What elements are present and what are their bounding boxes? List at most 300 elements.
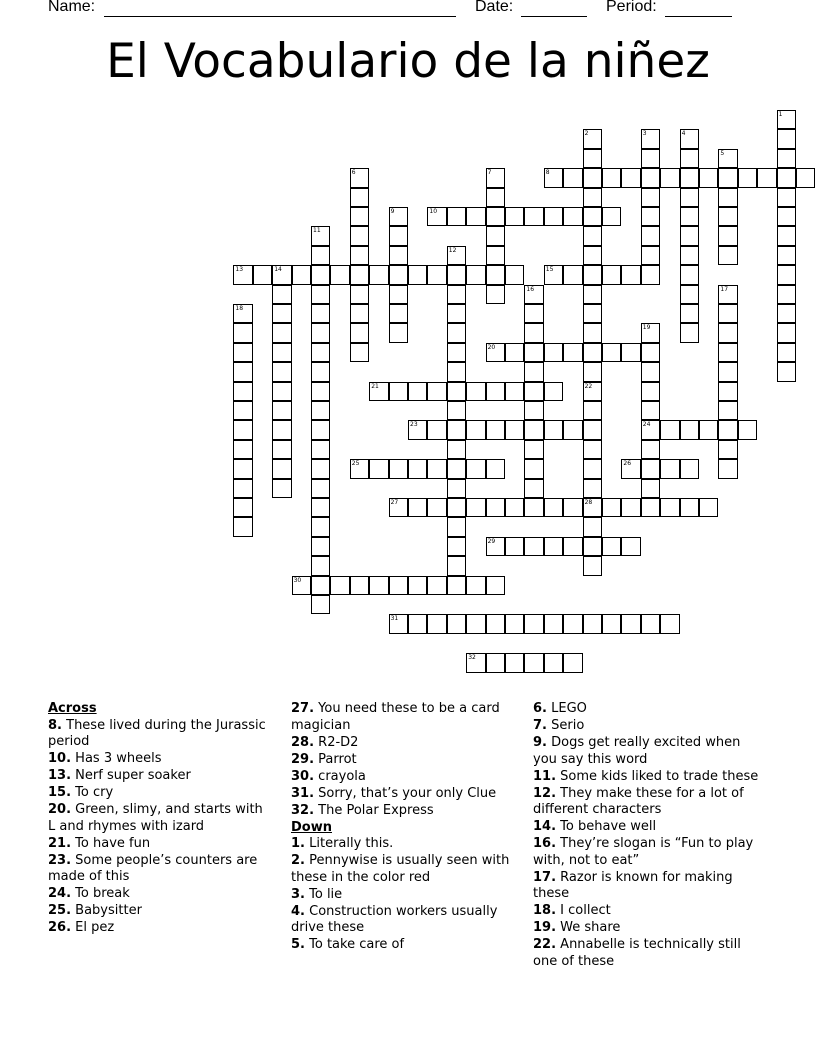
grid-cell[interactable]	[544, 537, 563, 556]
grid-cell[interactable]	[583, 304, 602, 323]
clue-number: 10	[429, 208, 438, 215]
grid-cell[interactable]	[602, 168, 621, 187]
grid-cell[interactable]	[777, 265, 796, 284]
grid-cell[interactable]	[524, 440, 543, 459]
grid-cell[interactable]	[718, 343, 737, 362]
grid-cell[interactable]	[583, 343, 602, 362]
grid-cell[interactable]	[233, 517, 252, 536]
grid-cell[interactable]	[311, 537, 330, 556]
grid-cell[interactable]	[311, 362, 330, 381]
grid-cell[interactable]	[350, 576, 369, 595]
grid-cell[interactable]	[621, 614, 640, 633]
grid-cell[interactable]	[486, 614, 505, 633]
grid-cell[interactable]	[311, 265, 330, 284]
grid-cell[interactable]	[660, 498, 679, 517]
down-clue	[291, 853, 516, 886]
grid-cell[interactable]	[272, 343, 291, 362]
clue-text: Sorry, that’s your only Clue	[318, 785, 497, 801]
grid-cell[interactable]	[680, 226, 699, 245]
grid-cell[interactable]	[738, 420, 757, 439]
clue-number: 13	[235, 266, 244, 274]
grid-cell[interactable]	[389, 304, 408, 323]
grid-cell[interactable]	[466, 498, 485, 517]
grid-cell[interactable]	[563, 168, 582, 187]
grid-cell[interactable]	[466, 207, 485, 226]
grid-cell[interactable]	[563, 653, 582, 672]
grid-cell[interactable]	[777, 149, 796, 168]
grid-cell[interactable]	[563, 265, 582, 284]
grid-cell[interactable]	[718, 168, 737, 187]
grid-cell[interactable]	[583, 479, 602, 498]
grid-cell[interactable]	[389, 382, 408, 401]
grid-cell[interactable]	[699, 420, 718, 439]
grid-cell[interactable]	[718, 226, 737, 245]
grid-cell[interactable]	[680, 304, 699, 323]
grid-cell[interactable]	[311, 576, 330, 595]
grid-cell[interactable]	[680, 168, 699, 187]
grid-cell[interactable]	[699, 168, 718, 187]
grid-cell[interactable]	[292, 265, 311, 284]
grid-cell[interactable]	[350, 188, 369, 207]
grid-cell[interactable]	[311, 517, 330, 536]
grid-cell[interactable]	[350, 304, 369, 323]
grid-cell[interactable]	[621, 498, 640, 517]
grid-cell[interactable]	[408, 382, 427, 401]
grid-cell[interactable]	[680, 265, 699, 284]
grid-cell[interactable]	[466, 265, 485, 284]
grid-cell[interactable]	[447, 498, 466, 517]
grid-cell[interactable]	[447, 537, 466, 556]
grid-cell[interactable]	[272, 401, 291, 420]
grid-cell[interactable]	[777, 362, 796, 381]
grid-cell[interactable]	[505, 343, 524, 362]
grid-cell[interactable]	[272, 382, 291, 401]
clue-text: crayola	[318, 768, 366, 784]
grid-cell[interactable]	[447, 285, 466, 304]
clue-text: Razor is known for making these	[533, 869, 733, 901]
down-clue	[533, 903, 768, 920]
grid-cell[interactable]	[660, 459, 679, 478]
grid-cell[interactable]	[447, 440, 466, 459]
grid-cell[interactable]	[641, 246, 660, 265]
grid-cell[interactable]	[660, 168, 679, 187]
grid-cell[interactable]	[272, 323, 291, 342]
grid-cell[interactable]	[389, 459, 408, 478]
grid-cell[interactable]	[524, 614, 543, 633]
grid-cell[interactable]	[389, 285, 408, 304]
grid-cell[interactable]	[369, 459, 388, 478]
grid-cell[interactable]	[233, 323, 252, 342]
grid-cell[interactable]	[680, 420, 699, 439]
clue-number-label: 23.	[48, 852, 72, 868]
grid-cell[interactable]	[583, 188, 602, 207]
grid-cell[interactable]	[447, 304, 466, 323]
grid-cell[interactable]	[524, 401, 543, 420]
grid-cell[interactable]	[447, 479, 466, 498]
grid-cell[interactable]	[505, 420, 524, 439]
grid-cell[interactable]	[583, 517, 602, 536]
clue-text: Annabelle is technically still one of these	[533, 937, 741, 969]
grid-cell[interactable]	[641, 188, 660, 207]
grid-cell[interactable]	[641, 614, 660, 633]
grid-cell[interactable]	[330, 576, 349, 595]
grid-cell[interactable]	[505, 265, 524, 284]
grid-cell[interactable]	[272, 440, 291, 459]
grid-cell[interactable]	[563, 498, 582, 517]
grid-cell[interactable]	[583, 149, 602, 168]
clue-text: We share	[560, 920, 621, 935]
grid-cell[interactable]	[486, 498, 505, 517]
grid-cell[interactable]	[486, 207, 505, 226]
page-title: El Vocabulario de la niñez	[106, 34, 710, 89]
grid-cell[interactable]	[583, 556, 602, 575]
grid-cell[interactable]	[233, 343, 252, 362]
grid-cell[interactable]	[389, 576, 408, 595]
clue-number: 21	[371, 382, 379, 390]
grid-cell[interactable]	[486, 246, 505, 265]
grid-cell[interactable]	[718, 188, 737, 207]
down-clue	[533, 920, 768, 937]
grid-cell[interactable]	[680, 188, 699, 207]
grid-cell[interactable]	[621, 343, 640, 362]
grid-cell[interactable]	[641, 498, 660, 517]
grid-cell[interactable]	[777, 226, 796, 245]
grid-cell[interactable]	[447, 265, 466, 284]
grid-cell[interactable]	[447, 459, 466, 478]
grid-cell[interactable]	[272, 420, 291, 439]
grid-cell[interactable]	[680, 498, 699, 517]
grid-cell[interactable]	[505, 614, 524, 633]
grid-cell[interactable]	[427, 459, 446, 478]
grid-cell[interactable]	[311, 382, 330, 401]
grid-cell[interactable]	[350, 207, 369, 226]
grid-cell[interactable]	[311, 595, 330, 614]
grid-cell[interactable]	[718, 459, 737, 478]
grid-cell[interactable]	[311, 246, 330, 265]
grid-cell[interactable]	[486, 459, 505, 478]
grid-cell[interactable]	[233, 362, 252, 381]
grid-cell[interactable]	[369, 576, 388, 595]
grid-cell[interactable]	[777, 188, 796, 207]
grid-cell[interactable]	[233, 459, 252, 478]
grid-cell[interactable]	[544, 653, 563, 672]
name-label: Name:	[48, 0, 96, 15]
grid-cell[interactable]	[350, 285, 369, 304]
grid-cell[interactable]	[447, 614, 466, 633]
grid-cell[interactable]	[583, 168, 602, 187]
grid-cell[interactable]	[777, 343, 796, 362]
grid-cell[interactable]	[311, 285, 330, 304]
grid-cell[interactable]	[583, 362, 602, 381]
grid-cell[interactable]	[641, 168, 660, 187]
grid-cell[interactable]	[718, 207, 737, 226]
clue-text: To take care of	[309, 937, 405, 952]
grid-cell[interactable]	[641, 401, 660, 420]
grid-cell[interactable]	[466, 382, 485, 401]
grid-cell[interactable]	[777, 129, 796, 148]
grid-cell[interactable]	[466, 420, 485, 439]
clue-text: To lie	[309, 886, 343, 902]
grid-cell[interactable]	[311, 343, 330, 362]
grid-cell[interactable]	[233, 382, 252, 401]
grid-cell[interactable]	[311, 323, 330, 342]
grid-cell[interactable]	[563, 343, 582, 362]
grid-cell[interactable]	[563, 420, 582, 439]
clue-text: To behave well	[560, 819, 657, 834]
clue-number-label: 26.	[48, 920, 72, 935]
grid-cell[interactable]	[524, 362, 543, 381]
grid-cell[interactable]	[718, 362, 737, 381]
across-clue	[48, 751, 273, 768]
grid-cell[interactable]	[427, 265, 446, 284]
grid-cell[interactable]	[272, 479, 291, 498]
grid-cell[interactable]	[350, 246, 369, 265]
clue-text: Pennywise is usually seen with these in the color red	[291, 853, 510, 885]
grid-cell[interactable]	[602, 498, 621, 517]
grid-cell[interactable]	[680, 246, 699, 265]
grid-cell[interactable]	[486, 188, 505, 207]
grid-cell[interactable]	[350, 265, 369, 284]
grid-cell[interactable]	[583, 420, 602, 439]
grid-cell[interactable]	[466, 614, 485, 633]
grid-cell[interactable]	[408, 459, 427, 478]
grid-cell[interactable]	[311, 459, 330, 478]
grid-cell[interactable]	[427, 576, 446, 595]
clue-text: I collect	[560, 903, 611, 918]
grid-cell[interactable]	[272, 459, 291, 478]
grid-cell[interactable]	[583, 265, 602, 284]
grid-cell[interactable]	[486, 285, 505, 304]
grid-cell[interactable]	[233, 420, 252, 439]
grid-cell[interactable]	[524, 479, 543, 498]
grid-cell[interactable]	[233, 401, 252, 420]
grid-cell[interactable]	[311, 420, 330, 439]
grid-cell[interactable]	[447, 576, 466, 595]
grid-cell[interactable]	[544, 498, 563, 517]
grid-cell[interactable]	[641, 149, 660, 168]
grid-cell[interactable]	[447, 420, 466, 439]
grid-cell[interactable]	[350, 343, 369, 362]
grid-cell[interactable]	[311, 401, 330, 420]
grid-cell[interactable]	[253, 265, 272, 284]
grid-cell[interactable]	[544, 382, 563, 401]
grid-cell[interactable]	[583, 246, 602, 265]
grid-cell[interactable]	[680, 149, 699, 168]
grid-cell[interactable]	[447, 343, 466, 362]
grid-cell[interactable]	[777, 304, 796, 323]
grid-cell[interactable]	[641, 362, 660, 381]
grid-cell[interactable]	[718, 401, 737, 420]
grid-cell[interactable]	[369, 265, 388, 284]
grid-cell[interactable]	[447, 517, 466, 536]
grid-cell[interactable]	[427, 498, 446, 517]
grid-cell[interactable]	[389, 265, 408, 284]
grid-cell[interactable]	[718, 382, 737, 401]
grid-cell[interactable]	[350, 226, 369, 245]
grid-cell[interactable]	[466, 576, 485, 595]
grid-cell[interactable]	[563, 537, 582, 556]
grid-cell[interactable]	[621, 265, 640, 284]
grid-cell[interactable]	[350, 323, 369, 342]
clue-number: 27	[390, 499, 399, 506]
grid-cell[interactable]	[447, 401, 466, 420]
grid-cell[interactable]	[524, 323, 543, 342]
grid-cell[interactable]	[583, 440, 602, 459]
grid-cell[interactable]	[524, 653, 543, 672]
grid-cell[interactable]	[524, 498, 543, 517]
grid-cell[interactable]	[427, 420, 446, 439]
grid-cell[interactable]	[602, 265, 621, 284]
grid-cell[interactable]	[505, 537, 524, 556]
grid-cell[interactable]	[389, 323, 408, 342]
grid-cell[interactable]	[660, 420, 679, 439]
down-clue	[291, 904, 516, 937]
grid-cell[interactable]	[544, 207, 563, 226]
grid-cell[interactable]	[524, 420, 543, 439]
grid-cell[interactable]	[486, 576, 505, 595]
grid-cell[interactable]	[641, 479, 660, 498]
grid-cell[interactable]	[389, 246, 408, 265]
grid-cell[interactable]	[563, 207, 582, 226]
grid-cell[interactable]	[311, 479, 330, 498]
grid-cell[interactable]	[718, 246, 737, 265]
grid-cell[interactable]	[680, 323, 699, 342]
grid-cell[interactable]	[427, 382, 446, 401]
grid-cell[interactable]	[641, 226, 660, 245]
grid-cell[interactable]	[583, 285, 602, 304]
grid-cell[interactable]	[777, 246, 796, 265]
grid-cell[interactable]	[311, 440, 330, 459]
grid-cell[interactable]	[602, 537, 621, 556]
clue-number-label: 1.	[291, 836, 305, 851]
grid-cell[interactable]	[311, 556, 330, 575]
grid-cell[interactable]	[680, 459, 699, 478]
grid-cell[interactable]	[796, 168, 815, 187]
clue-number: 18	[235, 305, 244, 312]
clue-text: You need these to be a card magician	[291, 701, 500, 733]
grid-cell[interactable]	[583, 226, 602, 245]
grid-cell[interactable]	[447, 207, 466, 226]
grid-cell[interactable]	[583, 323, 602, 342]
grid-cell[interactable]	[311, 304, 330, 323]
grid-cell[interactable]	[621, 168, 640, 187]
clue-number: 9	[390, 208, 395, 215]
grid-cell[interactable]	[621, 537, 640, 556]
grid-cell[interactable]	[544, 420, 563, 439]
grid-cell[interactable]	[427, 614, 446, 633]
grid-cell[interactable]	[447, 382, 466, 401]
clue-text: To cry	[75, 785, 114, 800]
across-clue	[291, 769, 516, 786]
grid-cell[interactable]	[233, 479, 252, 498]
grid-cell[interactable]	[272, 362, 291, 381]
grid-cell[interactable]	[486, 420, 505, 439]
clue-number-label: 19.	[533, 920, 557, 935]
grid-cell[interactable]	[330, 265, 349, 284]
grid-cell[interactable]	[233, 440, 252, 459]
grid-cell[interactable]	[486, 653, 505, 672]
grid-cell[interactable]	[641, 207, 660, 226]
grid-cell[interactable]	[583, 207, 602, 226]
grid-cell[interactable]	[718, 304, 737, 323]
grid-cell[interactable]	[272, 285, 291, 304]
grid-cell[interactable]	[777, 285, 796, 304]
grid-cell[interactable]	[486, 382, 505, 401]
grid-cell[interactable]	[602, 343, 621, 362]
clue-number-label: 27.	[291, 701, 315, 716]
grid-cell[interactable]	[447, 362, 466, 381]
grid-cell[interactable]	[524, 459, 543, 478]
grid-cell[interactable]	[641, 382, 660, 401]
grid-cell[interactable]	[563, 614, 582, 633]
grid-cell[interactable]	[524, 537, 543, 556]
grid-cell[interactable]	[583, 537, 602, 556]
grid-cell[interactable]	[583, 614, 602, 633]
grid-cell[interactable]	[524, 343, 543, 362]
grid-cell[interactable]	[777, 323, 796, 342]
clue-number-label: 18.	[533, 903, 557, 918]
grid-cell[interactable]	[524, 304, 543, 323]
grid-cell[interactable]	[777, 207, 796, 226]
grid-cell[interactable]	[718, 440, 737, 459]
grid-cell[interactable]	[583, 401, 602, 420]
grid-cell[interactable]	[641, 440, 660, 459]
grid-cell[interactable]	[389, 226, 408, 245]
grid-cell[interactable]	[505, 207, 524, 226]
clue-number-label: 30.	[291, 768, 315, 784]
grid-cell[interactable]	[718, 420, 737, 439]
grid-cell[interactable]	[408, 498, 427, 517]
grid-cell[interactable]	[447, 323, 466, 342]
grid-cell[interactable]	[602, 207, 621, 226]
grid-cell[interactable]	[505, 653, 524, 672]
grid-cell[interactable]	[583, 459, 602, 478]
grid-cell[interactable]	[311, 498, 330, 517]
grid-cell[interactable]	[486, 226, 505, 245]
grid-cell[interactable]	[466, 459, 485, 478]
clue-number: 31	[390, 615, 399, 623]
grid-cell[interactable]	[680, 285, 699, 304]
grid-cell[interactable]	[544, 343, 563, 362]
grid-cell[interactable]	[233, 498, 252, 517]
grid-cell[interactable]	[641, 343, 660, 362]
grid-cell[interactable]	[408, 265, 427, 284]
grid-cell[interactable]	[272, 304, 291, 323]
grid-cell[interactable]	[602, 614, 621, 633]
clue-number-label: 5.	[291, 937, 305, 952]
grid-cell[interactable]	[738, 168, 757, 187]
grid-cell[interactable]	[641, 459, 660, 478]
grid-cell[interactable]	[777, 168, 796, 187]
grid-cell[interactable]	[680, 207, 699, 226]
grid-cell[interactable]	[660, 614, 679, 633]
grid-cell[interactable]	[699, 498, 718, 517]
grid-cell[interactable]	[524, 207, 543, 226]
grid-cell[interactable]	[757, 168, 776, 187]
grid-cell[interactable]	[524, 382, 543, 401]
grid-cell[interactable]	[718, 323, 737, 342]
grid-cell[interactable]	[544, 614, 563, 633]
grid-cell[interactable]	[408, 576, 427, 595]
grid-cell[interactable]	[447, 556, 466, 575]
grid-cell[interactable]	[408, 614, 427, 633]
grid-cell[interactable]	[505, 382, 524, 401]
grid-cell[interactable]	[641, 265, 660, 284]
grid-cell[interactable]	[486, 265, 505, 284]
clue-number: 5	[720, 149, 725, 157]
grid-cell[interactable]	[505, 498, 524, 517]
down-clue	[291, 937, 516, 954]
